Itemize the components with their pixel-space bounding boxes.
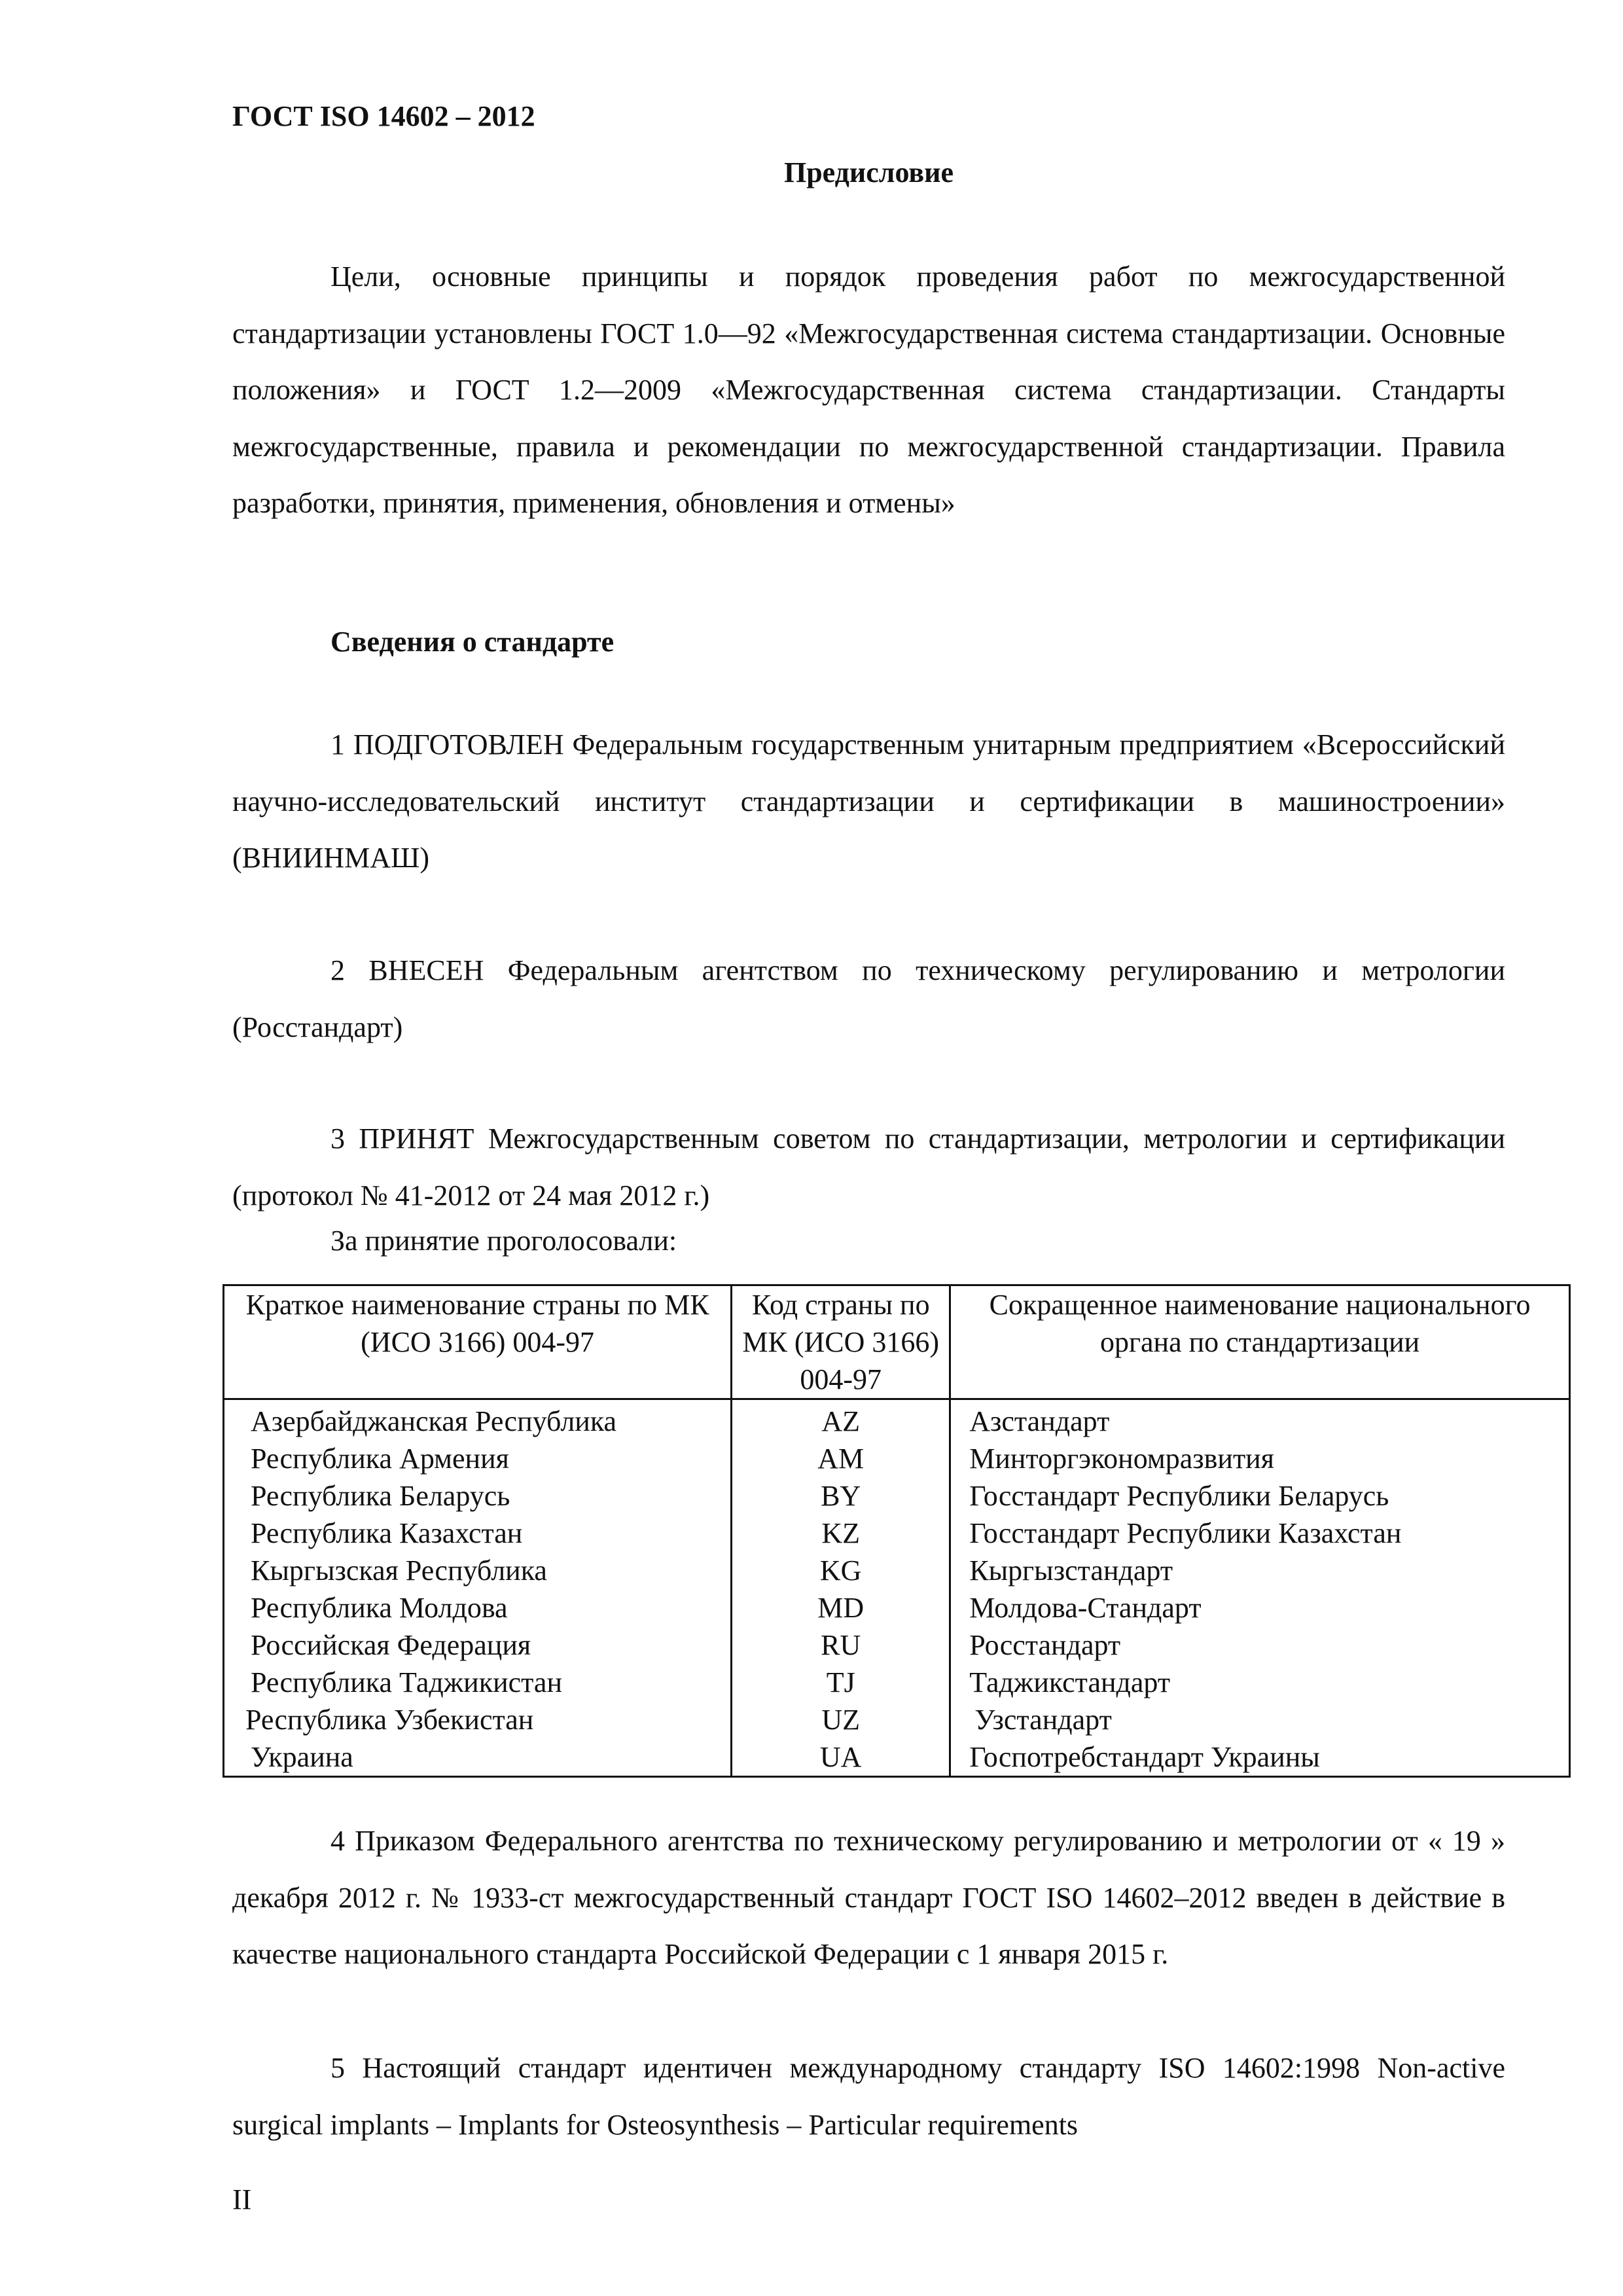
organization-cell: Госпотребстандарт Украины xyxy=(950,1738,1570,1777)
country-cell: Республика Таджикистан xyxy=(224,1664,732,1701)
code-cell: UZ xyxy=(732,1701,950,1738)
code-cell: BY xyxy=(732,1477,950,1515)
code-cell: UA xyxy=(732,1738,950,1777)
page-title: Предисловие xyxy=(783,156,954,188)
code-cell: RU xyxy=(732,1626,950,1664)
code-cell: KZ xyxy=(732,1515,950,1552)
table-row xyxy=(224,1515,1570,1552)
intro-text: Цели, основные принципы и порядок проведения работ по межгосударственной стандартизации установлены ГОСТ 1.0—92 «Межгосударственная система стандартизации. Основные положения» и ГОСТ 1.2—2009 «Межгосударственная система стандартизации. Стандарты межгосударственные, правила и рекомендации по межгосударственной стандартизации. Правила разработки, принятия, применения, обновления и отмены» xyxy=(232,260,1505,519)
country-cell: Кыргызская Республика xyxy=(224,1552,732,1589)
item-1-text: 1 ПОДГОТОВЛЕН Федеральным государственным унитарным предприятием «Всероссийский научно-исследовательский институт стандартизации и сертификации в машиностроении» (ВНИИНМАШ) xyxy=(232,728,1505,874)
item-2-text: 2 ВНЕСЕН Федеральным агентством по техническому регулированию и метрологии (Росстандарт) xyxy=(232,954,1505,1043)
table-row xyxy=(224,1440,1570,1477)
country-cell: Украина xyxy=(224,1738,732,1777)
document-code: ГОСТ ISO 14602 – 2012 xyxy=(232,100,535,132)
item-3-text: 3 ПРИНЯТ Межгосударственным советом по стандартизации, метрологии и сертификации (протокол № 41-2012 от 24 мая 2012 г.) xyxy=(232,1122,1505,1211)
vote-label: За принятие проголосовали: xyxy=(330,1225,677,1257)
table-row xyxy=(224,1738,1570,1777)
code-cell: AM xyxy=(732,1440,950,1477)
table-row xyxy=(224,1701,1570,1738)
page-number: II xyxy=(232,2183,252,2215)
code-cell: TJ xyxy=(732,1664,950,1701)
code-cell: KG xyxy=(732,1552,950,1589)
item-5 xyxy=(232,2040,1505,2153)
organization-cell: Госстандарт Республики Казахстан xyxy=(950,1515,1570,1552)
table-row xyxy=(224,1552,1570,1589)
header-country: Краткое наименование страны по МК (ИСО 3166) 004-97 xyxy=(224,1285,732,1399)
item-4 xyxy=(232,1813,1505,1983)
item-2 xyxy=(232,942,1505,1056)
table-row xyxy=(224,1399,1570,1441)
section-heading: Сведения о стандарте xyxy=(330,626,615,658)
country-cell: Республика Беларусь xyxy=(224,1477,732,1515)
item-4-text: 4 Приказом Федерального агентства по техническому регулированию и метрологии от « 19 » декабря 2012 г. № 1933-ст межгосударственный стандарт ГОСТ ISO 14602–2012 введен в действие в качестве национального стандарта Российской Федерации с 1 января 2015 г. xyxy=(232,1825,1505,1970)
item-3 xyxy=(232,1111,1505,1224)
item-1 xyxy=(232,717,1505,887)
table-row xyxy=(224,1626,1570,1664)
country-cell: Азербайджанская Республика xyxy=(224,1399,732,1441)
code-cell: MD xyxy=(732,1589,950,1626)
organization-cell: Госстандарт Республики Беларусь xyxy=(950,1477,1570,1515)
organization-cell: Молдова-Стандарт xyxy=(950,1589,1570,1626)
header-organization: Сокращенное наименование национального органа по стандартизации xyxy=(950,1285,1570,1399)
intro-paragraph xyxy=(232,249,1505,532)
organization-cell: Азстандарт xyxy=(950,1399,1570,1441)
country-cell: Российская Федерация xyxy=(224,1626,732,1664)
header-code: Код страны по МК (ИСО 3166) 004-97 xyxy=(732,1285,950,1399)
organization-cell: Минторгэкономразвития xyxy=(950,1440,1570,1477)
country-cell: Республика Молдова xyxy=(224,1589,732,1626)
voting-table xyxy=(223,1284,1571,1778)
table-row xyxy=(224,1664,1570,1701)
country-cell: Республика Армения xyxy=(224,1440,732,1477)
table-row xyxy=(224,1477,1570,1515)
country-cell: Республика Казахстан xyxy=(224,1515,732,1552)
organization-cell: Таджикстандарт xyxy=(950,1664,1570,1701)
item-5-text: 5 Настоящий стандарт идентичен международному стандарту ISO 14602:1998 Non-active surgical implants – Implants for Osteosynthesis – Particular requirements xyxy=(232,2052,1505,2141)
code-cell: AZ xyxy=(732,1399,950,1441)
table-header-row xyxy=(224,1285,1570,1399)
country-cell: Республика Узбекистан xyxy=(224,1701,732,1738)
organization-cell: Кыргызстандарт xyxy=(950,1552,1570,1589)
organization-cell: Росстандарт xyxy=(950,1626,1570,1664)
table-row xyxy=(224,1589,1570,1626)
organization-cell: Узстандарт xyxy=(950,1701,1570,1738)
